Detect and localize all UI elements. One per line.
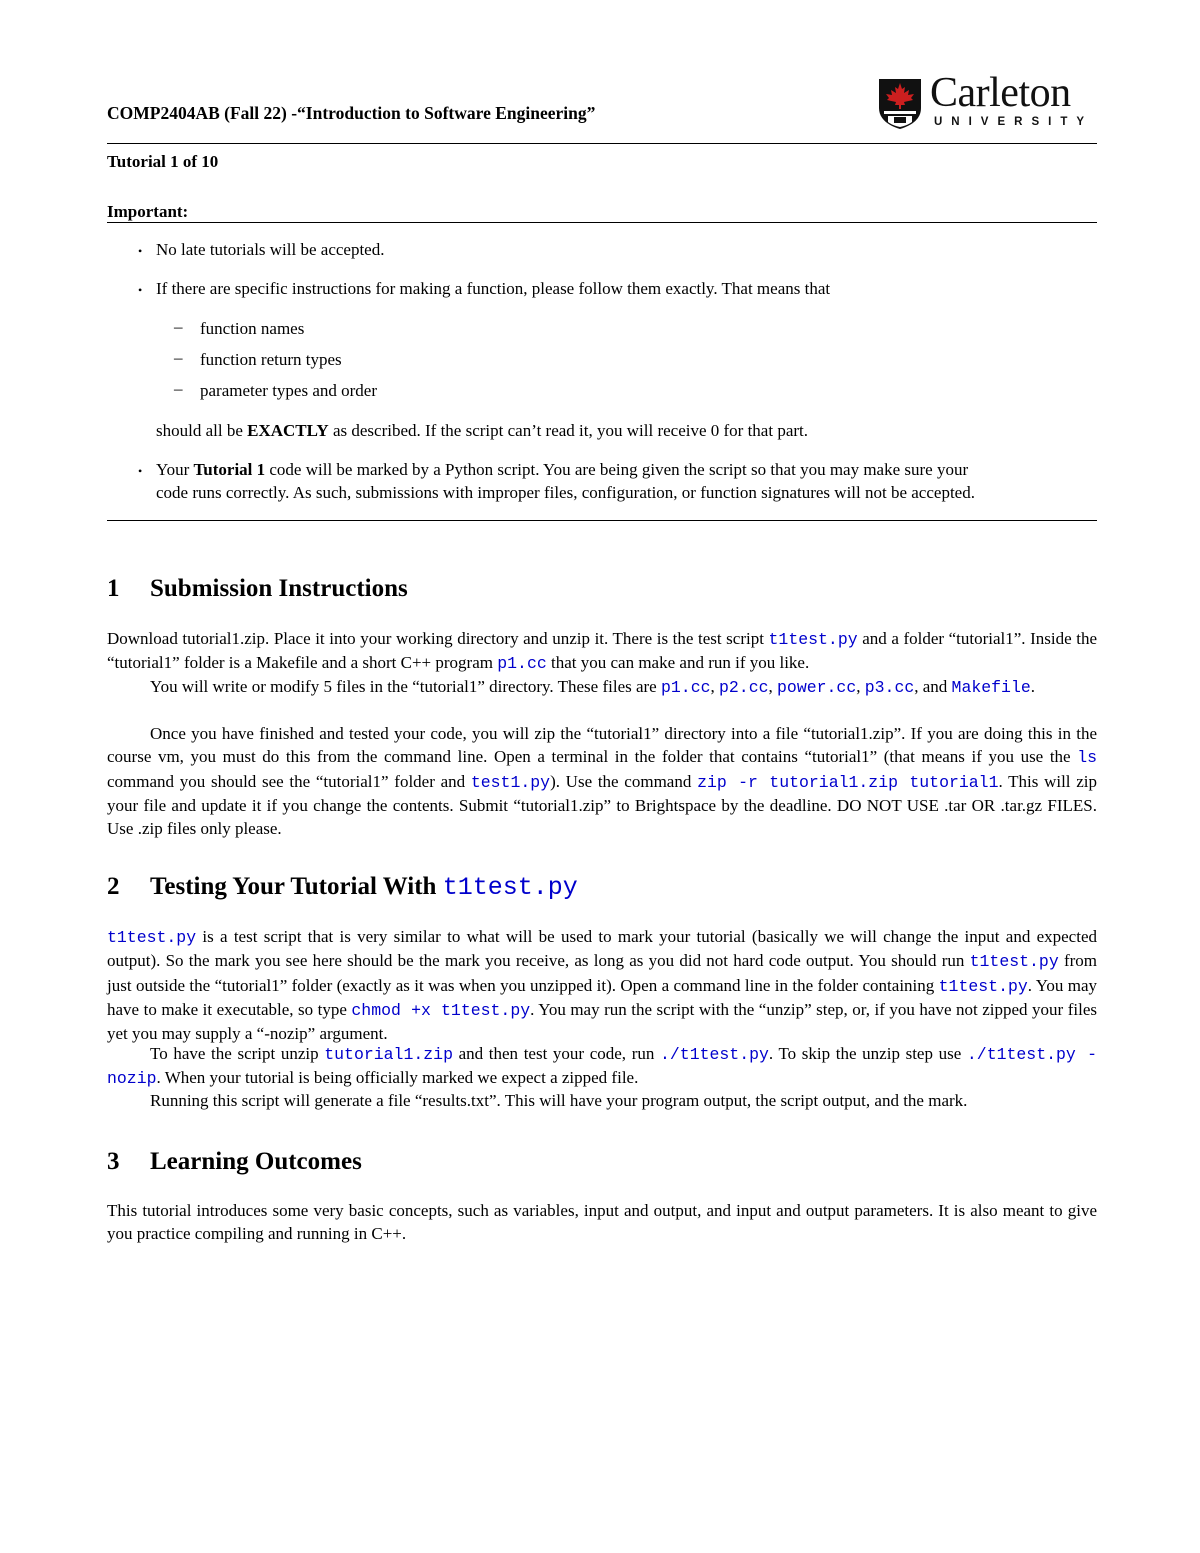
bullet-icon: • — [138, 464, 143, 478]
exactly-note: should all be EXACTLY as described. If the script can’t read it, you will receive 0 for that part. — [156, 421, 808, 440]
file-link[interactable]: Makefile — [951, 678, 1031, 697]
file-link[interactable]: t1test.py — [442, 873, 578, 902]
command-code[interactable]: zip -r tutorial1.zip tutorial1 — [697, 772, 999, 792]
bullet-python-script: Your Tutorial 1 code will be marked by a Python script. You are being given the script so that you may make sure your code runs correctly. As such, submissions with improper files, configuration, or function signatures will not be accepted. — [156, 460, 975, 502]
bullet-late: No late tutorials will be accepted. — [156, 240, 385, 259]
section-1-paragraph-1: Download tutorial1.zip. Place it into your working directory and unzip it. There is the test script t1test.py and a folder “tutorial1”. Inside the “tutorial1” folder is a Makefile and a short C++ program p1.cc that you can make and run if you like. — [107, 629, 1097, 674]
file-link[interactable]: test1.py — [470, 772, 551, 792]
file-link[interactable]: p1.cc — [497, 654, 547, 674]
bullet-instructions: If there are specific instructions for making a function, please follow them exactly. That means that — [156, 279, 831, 298]
tutorial-label: Tutorial 1 of 10 — [107, 152, 219, 171]
subitem-return-types: function return types — [200, 350, 342, 369]
important-rule — [107, 222, 1097, 223]
bullet-icon: • — [138, 283, 143, 297]
section-3-paragraph-1: This tutorial introduces some very basic concepts, such as variables, input and output, and input and output parameters. It is also meant to give you practice compiling and running in C++. — [107, 1201, 1097, 1244]
file-link[interactable]: power.cc — [777, 678, 857, 697]
section-3-heading: 3 Learning Outcomes — [107, 1148, 362, 1175]
section-2-paragraph-1: t1test.py is a test script that is very similar to what will be used to mark your tutorial (basically we will change the input and expected output). So the mark you see here should be the mark you receive, as long as you did not hard code output. You should run t1test.py from just outside the “tutorial1” folder (exactly as it was when you unzipped it). Open a command line in the folder containing t1test.py. You may have to make it executable, so type chmod +x t1test.py. You may run the script with the “unzip” step, or, if you have not zipped your files yet you may supply a “-nozip” argument. — [107, 927, 1098, 1044]
command-code[interactable]: chmod +x t1test.py — [351, 1000, 531, 1020]
important-end-rule — [107, 520, 1097, 521]
file-link[interactable]: t1test.py — [107, 928, 197, 947]
file-link[interactable]: p1.cc — [660, 678, 711, 697]
section-2-paragraph-2: To have the script unzip tutorial1.zip and then test your code, run ./t1test.py. To skip the unzip step use ./t1test.py -nozip. When your tutorial is being officially marked we expect a zipped file. — [107, 1044, 1097, 1089]
section-1-paragraph-2: You will write or modify 5 files in the “tutorial1” directory. These files are p1.cc, p2.cc, power.cc, p3.cc, and Makefile. — [150, 677, 1036, 697]
dash-icon: – — [174, 379, 183, 398]
file-link[interactable]: p3.cc — [864, 678, 915, 697]
bullet-icon: • — [138, 244, 143, 258]
file-link[interactable]: t1test.py — [969, 952, 1059, 972]
subitem-parameter-types: parameter types and order — [200, 381, 377, 400]
file-link[interactable]: p2.cc — [719, 678, 769, 697]
course-title: COMP2404AB (Fall 22) -“Introduction to Software Engineering” — [107, 103, 596, 123]
carleton-logo — [878, 70, 1094, 134]
command-code[interactable]: ./t1test.py -nozip — [107, 1045, 1097, 1089]
section-1-paragraph-3: Once you have finished and tested your code, you will zip the “tutorial1” directory into a file “tutorial1.zip”. If you are doing this in the course vm, you must do this from the command line. Open a terminal in the folder that contains “tutorial1” (that means if you use the ls command you should see the “tutorial1” folder and test1.py). Use the command zip -r tutorial1.zip tutorial1. This will zip your file and update it if you change the contents. Submit “tutorial1.zip” to Brightspace by the deadline. DO NOT USE .tar OR .tar.gz FILES. Use .zip files only please. — [107, 724, 1097, 839]
logo-wordmark: Carleton — [930, 70, 1071, 116]
dash-icon: – — [174, 317, 183, 336]
section-1-heading: 1 Submission Instructions — [107, 575, 408, 602]
dash-icon: – — [174, 348, 183, 367]
document-page — [107, 0, 1097, 1553]
header-rule — [107, 143, 1097, 144]
shield-icon — [878, 78, 922, 130]
section-2-paragraph-3: Running this script will generate a file “results.txt”. This will have your program output, the script output, and the mark. — [150, 1091, 968, 1110]
command-code[interactable]: ./t1test.py — [659, 1045, 769, 1064]
subitem-function-names: function names — [200, 319, 305, 338]
file-link[interactable]: tutorial1.zip — [324, 1045, 453, 1064]
section-2-heading: 2 Testing Your Tutorial With t1test.py — [107, 873, 578, 902]
important-heading: Important: — [107, 202, 189, 221]
command-code[interactable]: ls — [1077, 748, 1097, 768]
logo-subtitle: UNIVERSITY — [934, 116, 1094, 128]
file-link[interactable]: t1test.py — [768, 630, 858, 649]
file-link[interactable]: t1test.py — [938, 976, 1028, 996]
